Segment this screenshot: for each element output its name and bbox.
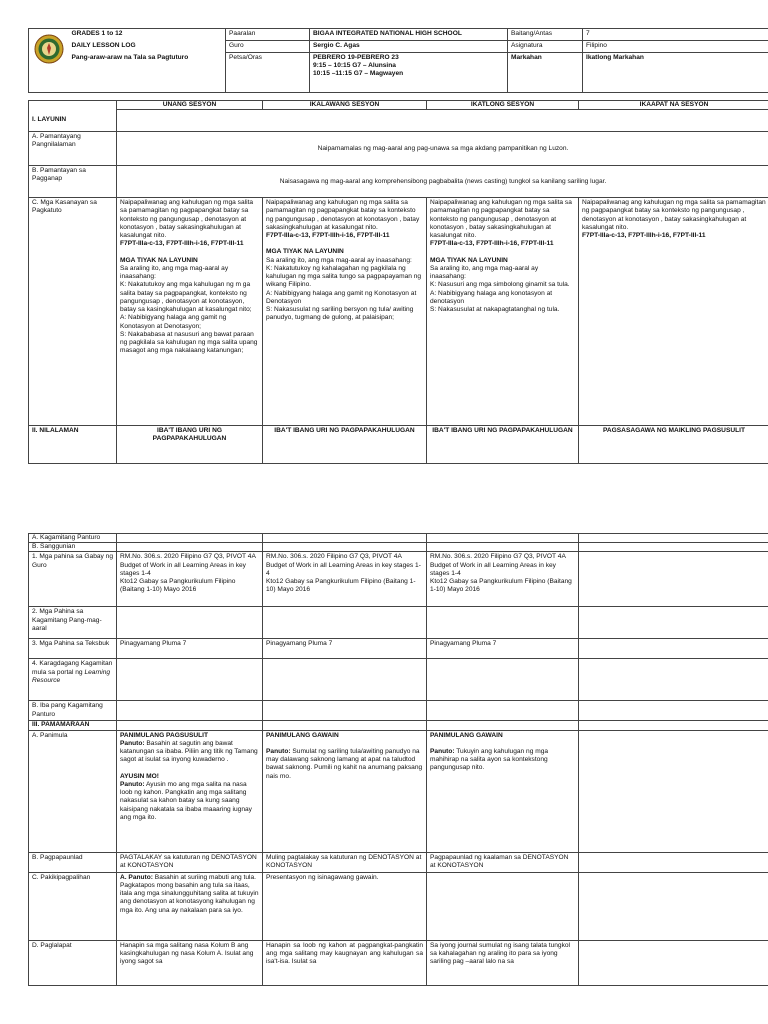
- teksbuk-cell-3: Pinagyamang Pluma 7: [427, 639, 579, 659]
- nilalaman-cell-1: IBA'T IBANG URI NG PAGPAPAKAHULUGAN: [117, 426, 263, 464]
- panimula-title: PANIMULANG GAWAIN: [430, 731, 503, 739]
- gabay-guro-label: 1. Mga pahina sa Gabay ng Guro: [29, 552, 117, 607]
- tiyak-na-layunin-heading: MGA TIYAK NA LAYUNIN: [266, 248, 344, 256]
- pakikipagpalihan-text: Presentasyon ng isinagawang gawain.: [266, 873, 379, 881]
- guro-value: Sergio C. Agas: [310, 41, 508, 53]
- session-header-2: IKALAWANG SESYON: [263, 101, 427, 110]
- kasanayan-code: F7PT-IIIa-c-13, F7PT-IIIh-i-16, F7PT-III-11: [266, 232, 390, 240]
- kasanayan-intro: Naipapaliwanag ang kahulugan ng mga salita sa pamamagitan ng pagpapangkat batay sa konteksto ng pangungusap , denotasyon at konotasyon , batay sakasingkahulugan at kasalungat nito.: [582, 199, 766, 231]
- session-header-4: IKAAPAT NA SESYON: [579, 101, 768, 110]
- kagamitang-pang-mag-aaral-label: 2. Mga Pahina sa Kagamitang Pang-mag-aaral: [29, 607, 117, 639]
- tiyak-na-layunin-body: Sa araling ito, ang mga mag-aaral ay inaasahang: K: Nasusuri ang mga simbolong ginamit sa tula. A: Nabibigyang halaga ang konotasyon at denotasyon S: Nakasusulat at nakapagtatanghal ng tula.: [430, 264, 570, 314]
- baitang-value: 7: [583, 29, 768, 41]
- tiyak-na-layunin-body: Sa araling ito, ang mga mag-aaral ay inaasahang: K: Nakatutukoy ang mga kahulugan ng m ga salita batay sa pagpapangkat, konteksto ng pangungusap , denotasyon at konotasyon, batay sa kasingkahulugan at kasalungat nito; A: Nabibigyang halaga ang gamit ng Konotasyon at Denotasyon; S: Nakababasa at nasusuri ang bawat paraan ng pagkilala sa kahulugan ng mga salita upang masagot ang mga nakalaang katanungan;: [120, 264, 258, 355]
- kasanayan-code: F7PT-IIIa-c-13, F7PT-IIIh-i-16, F7PT-III-11: [430, 240, 554, 248]
- karagdagang-kagamitan-label: [29, 659, 117, 701]
- paglalapat-cell-4: [579, 940, 768, 985]
- layunin-table: [28, 100, 768, 464]
- gabay-guro-cell-1: RM.No. 306.s. 2020 Filipino G7 Q3, PIVOT 4A Budget of Work in all Learning Areas in key stages 1-4 Kto12 Gabay sa Pangkurikulum Filipino (Baitang 1-10) Mayo 2016: [117, 552, 263, 607]
- paglalapat-label: D. Paglalapat: [29, 940, 117, 985]
- kasanayan-cell-4: [579, 198, 768, 426]
- petsa-value: PEBRERO 19-PEBRERO 23: [313, 54, 399, 61]
- gabay-guro-cell-4: [579, 552, 768, 607]
- dll-label: DAILY LESSON LOG: [69, 41, 226, 53]
- panuto-label: Panuto:: [120, 739, 145, 747]
- tiyak-na-layunin-body: Sa araling ito, ang mga mag-aaral ay inaasahang: K: Nakatutukoy ng kahalagahan ng pagkilala ng kahulugan ng mga salita tungo sa pagpapayaman ng wikang Filipino. A: Nabibigyang halaga ang gamit ng Konotasyon at Denotasyon S: Nakasusulat ng sariling bersyon ng tula/ awiting panudyo, tugmang de gulong, at palaisipan;: [266, 256, 422, 322]
- panuto-label-2: Panuto:: [120, 780, 145, 788]
- iba-pang-kagamitan-label: B. Iba pang Kagamitang Panturo: [29, 701, 117, 721]
- tiyak-na-layunin-heading: MGA TIYAK NA LAYUNIN: [120, 256, 198, 264]
- teksbuk-cell-4: [579, 639, 768, 659]
- pagpapaunlad-label: B. Pagpapaunlad: [29, 852, 117, 872]
- kagamitang-panturo-label: A. Kagamitang Panturo: [29, 534, 117, 543]
- teksbuk-label: 3. Mga Pahina sa Teksbuk: [29, 639, 117, 659]
- kasanayan-intro: Naipapaliwanag ang kahulugan ng mga salita sa pamamagitan ng pagpapangkat batay sa konteksto ng pangungusap , denotasyon at konotasyon , batay sakasingkahulugan at kasalungat nito.: [266, 199, 420, 231]
- session-header-3: IKATLONG SESYON: [427, 101, 579, 110]
- pamantayan-pagganap-value: Naisasagawa ng mag-aaral ang komprehensibong pagbabalita (news casting) tungkol sa kanilang sariling lugar.: [117, 166, 768, 198]
- panimula-cell-2: [263, 730, 427, 852]
- panimula-text: Tukuyin ang kahulugan ng mga mahihirap na salita ayon sa kontekstong pangungusap nito.: [430, 747, 549, 772]
- asignatura-value: Filipino: [583, 41, 768, 53]
- pamantayang-pangnilalaman-value: Naipamamalas ng mag-aaral ang pag-unawa sa mga akdang pampanitikan ng Luzon.: [117, 132, 768, 166]
- teksbuk-cell-2: Pinagyamang Pluma 7: [263, 639, 427, 659]
- pamamaraan-label: III. PAMAMARAAN: [29, 721, 117, 730]
- nilalaman-cell-3: IBA'T IBANG URI NG PAGPAPAKAHULUGAN: [427, 426, 579, 464]
- panimula-title: PANIMULANG GAWAIN: [266, 731, 339, 739]
- petsa-label: Petsa/Oras: [226, 53, 310, 93]
- panimula-title: PANIMULANG PAGSUSULIT: [120, 731, 209, 739]
- pagpapaunlad-cell-4: [579, 852, 768, 872]
- learning-resource-text: Learning Resource: [32, 668, 111, 684]
- kasanayan-intro: Naipapaliwanag ang kahulugan ng mga salita sa pamamagitan ng pagpapangkat batay sa konteksto ng pangungusap , denotasyon at konotasyon , batay sakasingkahulugan at kasalungat nito.: [120, 199, 254, 240]
- panuto-label: Panuto:: [266, 747, 291, 755]
- nilalaman-label: II. NILALAMAN: [29, 426, 117, 464]
- session-header-1: UNANG SESYON: [117, 101, 263, 110]
- panimula-label: A. Panimula: [29, 730, 117, 852]
- paglalapat-cell-1: Hanapin sa mga salitang nasa Kolum B ang kasingkahulugan ng nasa Kolum A. Isulat ang iyong sagot sa: [117, 940, 263, 985]
- kasanayan-cell-1: [117, 198, 263, 426]
- panimula-cell-1: [117, 730, 263, 852]
- layunin-label: I. LAYUNIN: [29, 110, 117, 132]
- kasanayan-code: F7PT-IIIa-c-13, F7PT-IIIh-i-16, F7PT-III-11: [582, 232, 706, 240]
- pakikipagpalihan-cell-1: [117, 872, 263, 940]
- paaralan-label: Paaralan: [226, 29, 310, 41]
- pang-araw-label: Pang-araw-araw na Tala sa Pagtuturo: [69, 53, 226, 93]
- tiyak-na-layunin-heading: MGA TIYAK NA LAYUNIN: [430, 256, 508, 264]
- kasanayan-intro: Naipapaliwanag ang kahulugan ng mga salita sa pamamagitan ng pagpapangkat batay sa konteksto ng pangungusap , denotasyon at konotasyon , batay sakasingkahulugan at kasalungat nito.: [430, 199, 572, 240]
- baitang-label: Baitang/Antas: [508, 29, 583, 41]
- panimula-text: Basahin at sagutin ang bawat katanungan sa ibaba. Piliin ang titik ng Tamang sagot at isulat sa inyong kuwaderno .: [120, 739, 258, 764]
- panimula-cell-3: [427, 730, 579, 852]
- nilalaman-cell-2: IBA'T IBANG URI NG PAGPAPAKAHULUGAN: [263, 426, 427, 464]
- karagdagang-text: 4. Karagdagang Kagamitan mula sa portal ng: [32, 660, 113, 676]
- time-slot-1: 9:15 – 10:15 G7 – Alunsina: [313, 62, 396, 70]
- kasanayan-label: C. Mga Kasanayan sa Pagkatuto: [29, 198, 117, 426]
- asignatura-label: Asignatura: [508, 41, 583, 53]
- kasanayan-code: F7PT-IIIa-c-13, F7PT-IIIh-i-16, F7PT-III-11: [120, 240, 244, 248]
- pakikipagpalihan-cell-2: [263, 872, 427, 940]
- pakikipagpalihan-cell-4: [579, 872, 768, 940]
- markahan-value: Ikatlong Markahan: [583, 53, 768, 93]
- guro-label: Guro: [226, 41, 310, 53]
- sanggunian-label: B. Sanggunian: [29, 543, 117, 552]
- time-slot-2: 10:15 –11:15 G7 – Magwayen: [313, 70, 404, 78]
- kasanayan-cell-2: [263, 198, 427, 426]
- nilalaman-cell-4: PAGSASAGAWA NG MAIKLING PAGSUSULIT: [579, 426, 768, 464]
- paglalapat-cell-2: Hanapin sa loob ng kahon at pagpangkat-pangkatin ang mga salitang may kaugnayan ang kahulugan sa isa't-isa. Isulat sa: [263, 940, 427, 985]
- pagpapaunlad-cell-3: Pagpapaunlad ng kaalaman sa DENOTASYON at KONOTASYON: [427, 852, 579, 872]
- pagpapaunlad-cell-2: Muling pagtalakay sa katuturan ng DENOTASYON at KONOTASYON: [263, 852, 427, 872]
- paaralan-value: BIGAA INTEGRATED NATIONAL HIGH SCHOOL: [310, 29, 508, 41]
- gabay-guro-cell-3: RM.No. 306.s. 2020 Filipino G7 Q3, PIVOT 4A Budget of Work in all Learning Areas in key stages 1-4 Kto12 Gabay sa Pangkurikulum Filipino (Baitang 1-10) Mayo 2016: [427, 552, 579, 607]
- panimula-cell-4: [579, 730, 768, 852]
- kasanayan-cell-3: [427, 198, 579, 426]
- paglalapat-cell-3: Sa iyong journal sumulat ng isang talata tungkol sa kahalagahan ng araling ito para sa iyong sariling pag –aaral lalo na sa: [427, 940, 579, 985]
- pamantayang-pangnilalaman-label: A. Pamantayang Pangnilalaman: [29, 132, 117, 166]
- panimula-title-2: AYUSIN MO!: [120, 772, 159, 780]
- pakikipagpalihan-text: Basahin at suriing mabuti ang tula. Pagkatapos mong basahin ang tula sa itaas, itala ang mga sinalungguhitang salita at tukuyin ang denotasyon at konotasyong kahulugan ng mga ito. Ang una ay nakalaan para sa iyo.: [120, 873, 259, 914]
- gabay-guro-cell-2: RM.No. 306.s. 2020 Filipino G7 Q3, PIVOT 4A Budget of Work in all Learning Areas in key stages 1-4 Kto12 Gabay sa Pangkurikulum Filipino (Baitang 1-10) Mayo 2016: [263, 552, 427, 607]
- logo-cell: [29, 29, 69, 93]
- pakikipagpalihan-panuto: A. Panuto:: [120, 873, 153, 881]
- panuto-label: Panuto:: [430, 747, 455, 755]
- header-table: [28, 28, 768, 93]
- pamantayan-pagganap-label: B. Pamantayan sa Pagganap: [29, 166, 117, 198]
- pagpapaunlad-cell-1: PAGTALAKAY sa katuturan ng DENOTASYON at KONOTASYON: [117, 852, 263, 872]
- petsa-cell: [310, 53, 508, 93]
- pakikipagpalihan-label: C. Pakikipagpalihan: [29, 872, 117, 940]
- panimula-text-2: Ayusin mo ang mga salita na nasa loob ng kahon. Pangkatin ang mga salitang nakasulat sa kahon batay sa kung saang kaisipang nakatala sa ibaba maaaring iugnay ang mga ito.: [120, 780, 252, 821]
- panimula-text: Sumulat ng sariling tula/awiting panudyo na may dalawang saknong lamang at apat na taludtod bawat saknong. Pumili ng kahit na anumang paksang nais mo.: [266, 747, 423, 780]
- pamamaraan-table: [28, 533, 768, 986]
- teksbuk-cell-1: Pinagyamang Pluma 7: [117, 639, 263, 659]
- markahan-label: Markahan: [508, 53, 583, 93]
- pakikipagpalihan-cell-3: [427, 872, 579, 940]
- grades-label: GRADES 1 to 12: [69, 29, 226, 41]
